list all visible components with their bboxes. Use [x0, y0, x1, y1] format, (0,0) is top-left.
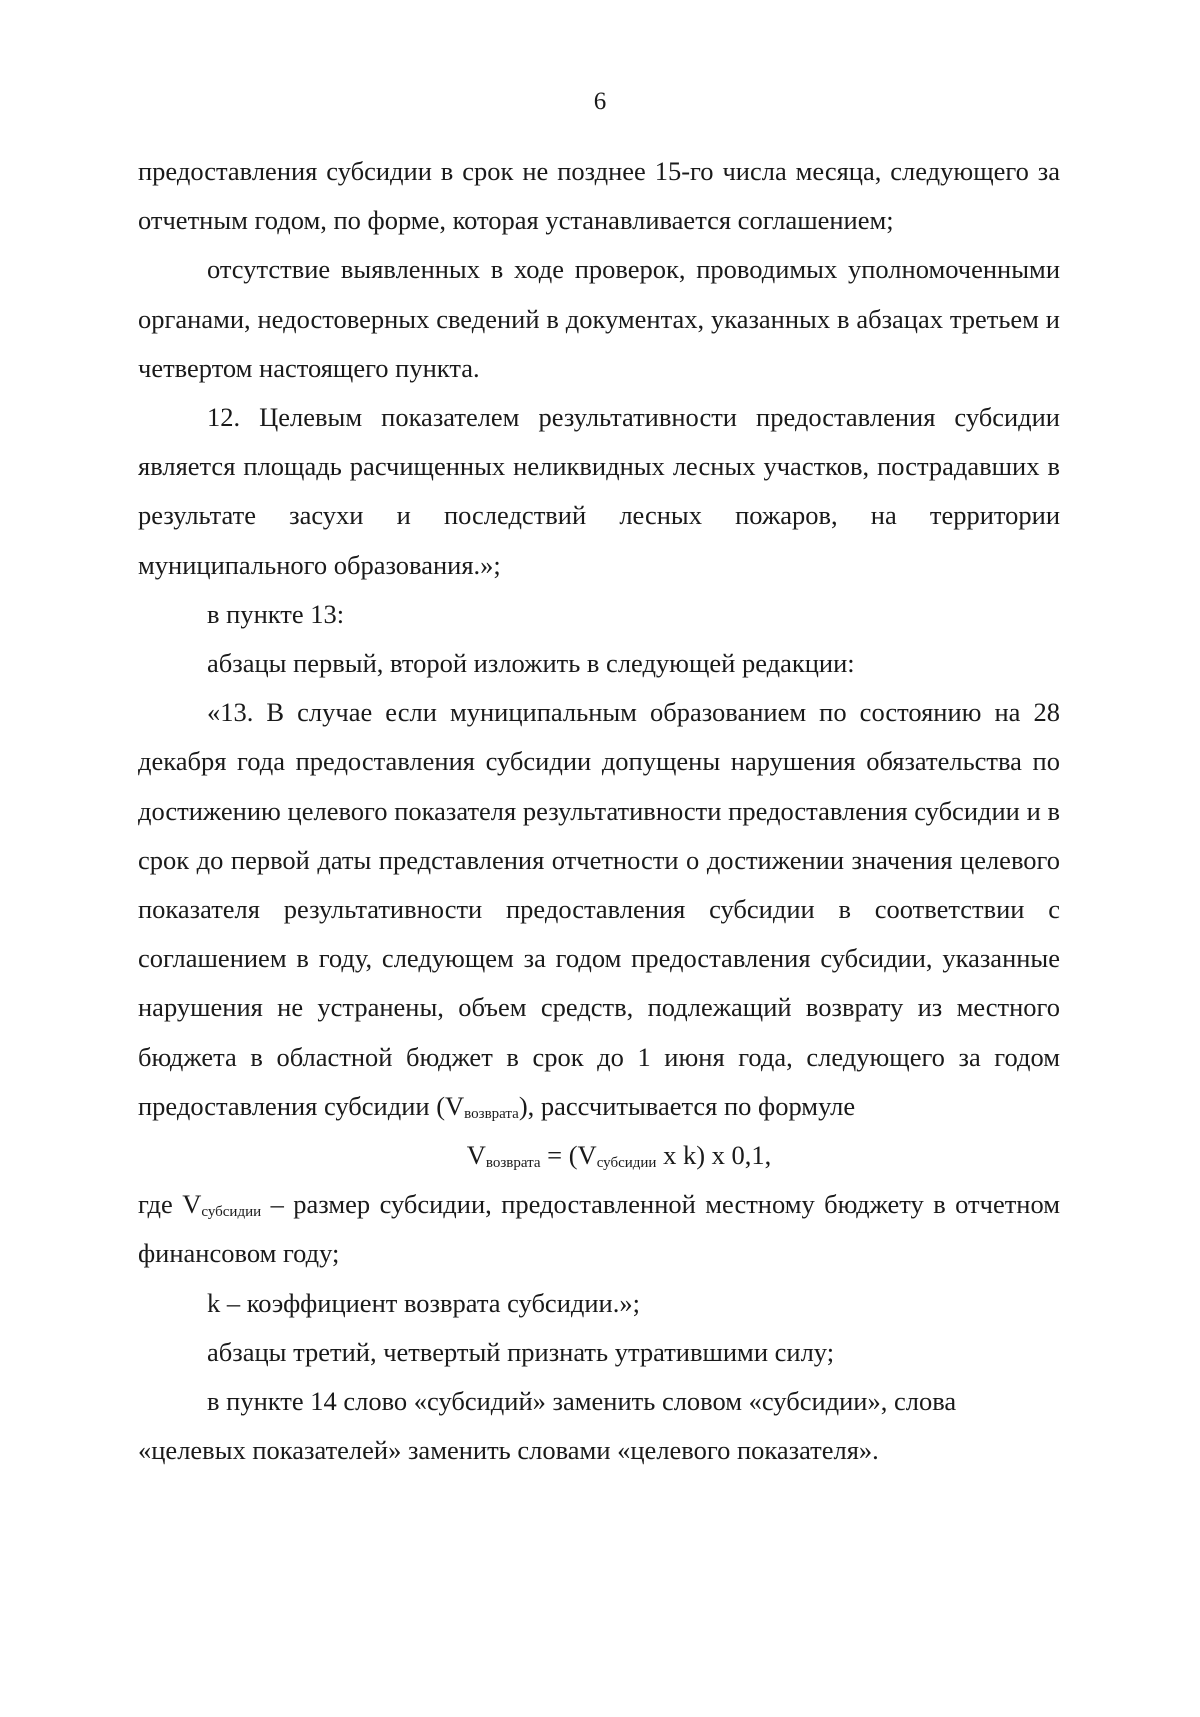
definition-subscript: субсидии	[201, 1204, 262, 1221]
paragraph-new-wording: абзацы первый, второй изложить в следующей редакции:	[207, 648, 855, 679]
formula-subscript-subsidy: субсидии	[596, 1155, 657, 1172]
formula-v: V	[466, 1140, 486, 1171]
paragraph-formula-definition	[138, 1180, 1060, 1278]
paragraph-repeal: абзацы третий, четвертый признать утратившими силу;	[207, 1336, 835, 1367]
paragraph-item-14: в пункте 14 слово «субсидий» заменить словом «субсидии», слова «целевых показателей» заменить словами «целевого показателя».	[138, 1386, 957, 1466]
paragraph-item-13-tail: ), рассчитывается по формуле	[518, 1090, 856, 1121]
formula-subscript-return: возврата	[485, 1155, 541, 1172]
paragraph-no-false-info: отсутствие выявленных в ходе проверок, проводимых уполномоченными органами, недостоверных сведений в документах, указанных в абзацах третьем и четвертом настоящего пункта.	[138, 254, 1060, 383]
paragraph-submission-deadline: предоставления субсидии в срок не позднее 15-го числа месяца, следующего за отчетным годом, по форме, которая устанавливается соглашением;	[138, 156, 1060, 236]
subscript-return: возврата	[464, 1105, 519, 1122]
paragraph-item-12: 12. Целевым показателем результативности предоставления субсидии является площадь расчищенных неликвидных лесных участков, пострадавших в результате засухи и последствий лесных пожаров, на территории муниципального образования.»;	[138, 402, 1060, 580]
paragraph-item-13-intro: в пункте 13:	[207, 598, 345, 629]
paragraph-item-13-text	[138, 688, 1060, 1131]
definition-head: где V	[138, 1189, 202, 1220]
document-body	[138, 147, 1060, 1475]
paragraph-item-13-body: «13. В случае если муниципальным образованием по состоянию на 28 декабря года предоставления субсидии допущены нарушения обязательства по достижению целевого показателя результативности предоставления субсидии и в срок до первой даты представления отчетности о достижении значения целевого показателя результативности предоставления субсидии в соответствии с соглашением в году, следующем за годом предоставления субсидии, указанные нарушения не устранены, объем средств, подлежащий возврату из местного бюджета в областной бюджет в срок до 1 июня года, следующего за годом предоставления субсидии (V	[138, 697, 1060, 1121]
definition-tail: – размер субсидии, предоставленной местному бюджету в отчетном финансовом году;	[138, 1189, 1061, 1269]
formula-middle: = (V	[540, 1140, 597, 1171]
paragraph-coefficient: k – коэффициент возврата субсидии.»;	[207, 1287, 640, 1318]
page-number: 6	[593, 88, 607, 115]
formula-tail: x k) x 0,1,	[656, 1140, 772, 1171]
return-formula	[138, 1131, 1060, 1180]
